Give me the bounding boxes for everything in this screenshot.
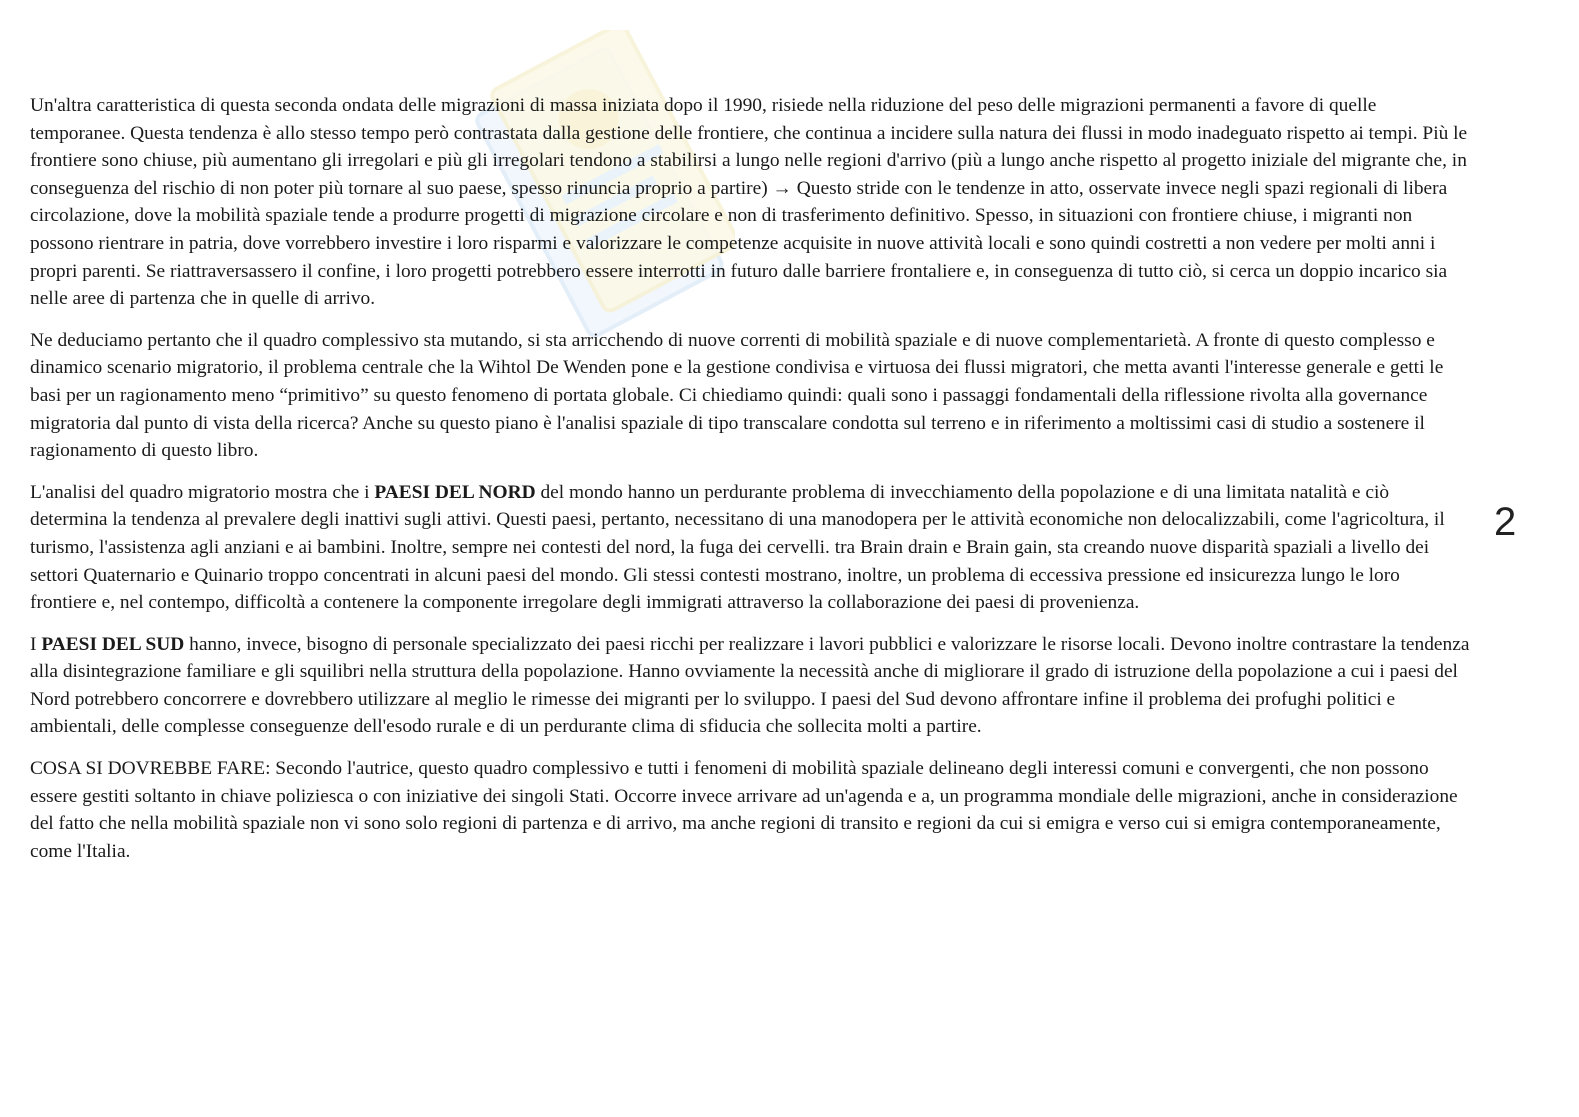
paragraph-4 [30, 631, 1470, 741]
paragraph-3 [30, 479, 1470, 617]
paragraph-2: Ne deduciamo pertanto che il quadro complessivo sta mutando, si sta arricchendo di nuove correnti di mobilità spaziale e di nuove complementarietà. A fronte di questo complesso e dinamico scenario migratorio, il problema centrale che la Wihtol De Wenden pone e la gestione condivisa e virtuosa dei flussi migratori, che metta avanti l'interesse generale e getti le basi per un ragionamento meno “primitivo” su questo fenomeno di portata globale. Ci chiediamo quindi: quali sono i passaggi fondamentali della riflessione rivolta alla governance migratoria dal punto di vista della ricerca? Anche su questo piano è l'analisi spaziale di tipo transcalare condotta sul terreno e in riferimento a moltissimi casi di studio a sostenere il ragionamento di questo libro. [30, 329, 1444, 462]
paragraph-3-body: del mondo hanno un perdurante problema di invecchiamento della popolazione e di una limitata natalità e ciò determina la tendenza al prevalere degli inattivi sugli attivi. Questi paesi, pertanto, necessitano di una manodopera per le attività economiche non delocalizzabili, come l'agricoltura, il turismo, l'assistenza agli anziani e ai bambini. Inoltre, sempre nei contesti del nord, la fuga dei cervelli. tra Brain drain e Brain gain, sta creando nuove disparità spaziali a livello dei settori Quaternario e Quinario troppo concentrati in alcuni paesi del mondo. Gli stessi contesti mostrano, inoltre, un problema di eccessiva pressione ed insicurezza lungo le loro frontiere e, nel contempo, difficoltà a contenere la componente irregolare degli immigrati attraverso la collaborazione dei paesi di provenienza. [30, 481, 1445, 614]
paesi-del-sud-heading: PAESI DEL SUD [41, 633, 185, 655]
paragraph-1: Un'altra caratteristica di questa seconda ondata delle migrazioni di massa iniziata dopo il 1990, risiede nella riduzione del peso delle migrazioni permanenti a favore di quelle temporanee. Questa tendenza è allo stesso tempo però contrastata dalla gestione delle frontiere, che continua a incidere sulla natura dei flussi in modo inadeguato rispetto ai tempi. Più le frontiere sono chiuse, più aumentano gli irregolari e più gli irregolari tendono a stabilirsi a lungo nelle regioni d'arrivo (più a lungo anche rispetto al progetto iniziale del migrante che, in conseguenza del rischio di non poter più tornare al suo paese, spesso rinuncia proprio a partire) → Questo stride con le tendenze in atto, osservate invece negli spazi regionali di libera circolazione, dove la mobilità spaziale tende a produrre progetti di migrazione circolare e non di trasferimento definitivo. Spesso, in situazioni con frontiere chiuse, i migranti non possono rientrare in patria, dove vorrebbero investire i loro risparmi e valorizzare le competenze acquisite in nuove attività locali e sono quindi costretti a non vedere per molti anni i propri parenti. Se riattraversassero il confine, i loro progetti potrebbero essere interrotti in futuro dalle barriere frontaliere e, in conseguenza di tutto ciò, si cerca un doppio incarico sia nelle aree di partenza che in quelle di arrivo. [30, 95, 1468, 310]
paesi-del-nord-heading: PAESI DEL NORD [374, 481, 536, 503]
page-number: 2 [1494, 500, 1517, 544]
paragraph-5: COSA SI DOVREBBE FARE: Secondo l'autrice, questo quadro complessivo e tutti i fenomeni di mobilità spaziale delineano degli interessi comuni e convergenti, che non possono essere gestiti soltanto in chiave poliziesca o con iniziative dei singoli Stati. Occorre invece arrivare ad un'agenda e a, un programma mondiale delle migrazioni, anche in considerazione del fatto che nella mobilità spaziale non vi sono solo regioni di partenza e di arrivo, ma anche regioni di transito e regioni da cui si emigra e verso cui si emigra contemporaneamente, come l'Italia. [30, 758, 1458, 862]
document-body [30, 92, 1470, 879]
paragraph-3-lead: L'analisi del quadro migratorio mostra che i [30, 481, 375, 503]
paragraph-4-lead: I [30, 633, 42, 655]
paragraph-4-body: hanno, invece, bisogno di personale specializzato dei paesi ricchi per realizzare i lavori pubblici e valorizzare le risorse locali. Devono inoltre contrastare la tendenza alla disintegrazione familiare e gli squilibri nella struttura della popolazione. Hanno ovviamente la necessità anche di migliorare il grado di istruzione della popolazione a cui i paesi del Nord potrebbero concorrere e dovrebbero utilizzare al meglio le rimesse dei migranti per lo sviluppo. I paesi del Sud devono affrontare infine il problema dei profughi politici e ambientali, delle complesse conseguenze dell'esodo rurale e di un perdurante clima di sfiducia che sollecita molti a partire. [30, 633, 1470, 738]
